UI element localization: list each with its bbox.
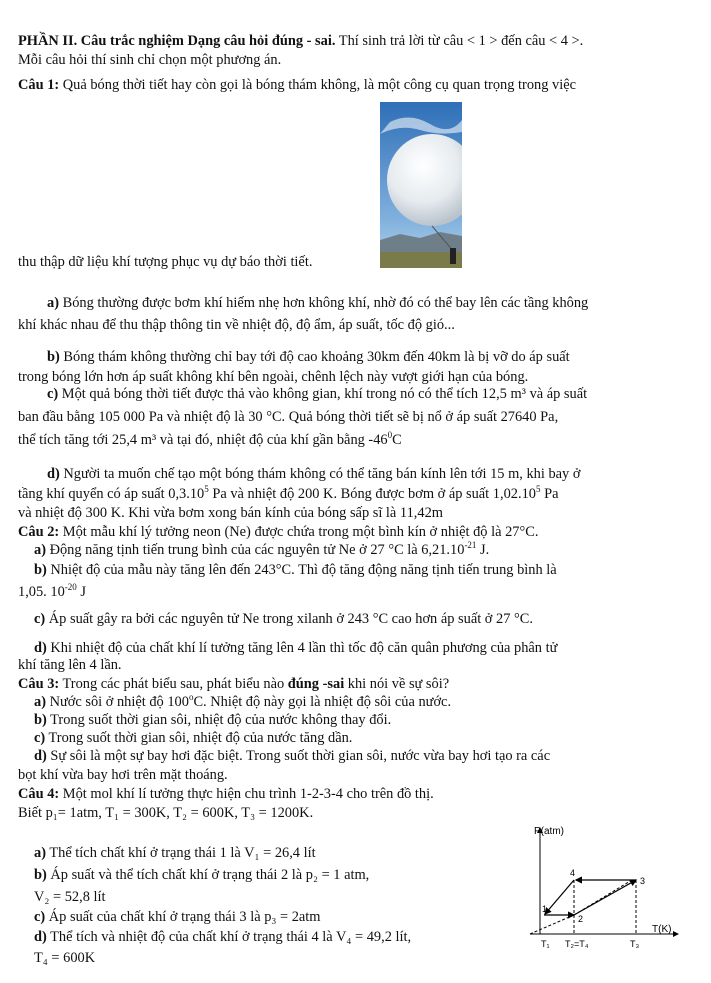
option-label: c): [47, 386, 59, 402]
tick-t2-t4: T₂=T₄: [565, 939, 589, 949]
q1-c-cont: ban đầu bằng 105 000 Pa và nhiệt độ là 30 °C. Quả bóng thời tiết sẽ bị nổ ở áp suất 27640 Pa,: [18, 409, 559, 425]
q2-stem: Câu 2: Một mẫu khí lý tưởng neon (Ne) được chứa trong một bình kín ở nhiệt độ là 27°C.: [18, 524, 539, 540]
q2-d-cont: khí tăng lên 4 lần.: [18, 657, 122, 673]
q4-a: a) Thể tích chất khí ở trạng thái 1 là V₁ = 26,4 lít: [34, 845, 316, 861]
option-label: a): [34, 845, 46, 861]
tick-t1: T₁: [541, 939, 550, 949]
q4-stem: Câu 4: Một mol khí lí tưởng thực hiện chu trình 1-2-3-4 cho trên đồ thị.: [18, 786, 434, 802]
q3-a: a) Nước sôi ở nhiệt độ 100$^o$C. Nhiệt độ này gọi là nhiệt độ sôi của nước.: [34, 692, 452, 710]
q1-stem-text: Quả bóng thời tiết hay còn gọi là bóng thám không, là một công cụ quan trọng trong việc: [59, 77, 576, 93]
pt-cycle-diagram: [520, 822, 690, 952]
q2-d: d) Khi nhiệt độ của chất khí lí tưởng tăng lên 4 lần thì tốc độ căn quân phương của phân tử: [34, 640, 558, 656]
weather-balloon-image: [380, 102, 462, 268]
q1-d-cont2: và nhiệt độ 300 K. Khi vừa bơm xong bán kính của bóng sấp sĩ là 11,42m: [18, 505, 443, 521]
q2-label: Câu 2:: [18, 524, 60, 540]
q3-label: Câu 3:: [18, 676, 60, 692]
q4-c: c) Áp suất của chất khí ở trạng thái 3 là p₃ = 2atm: [34, 909, 321, 925]
x-axis-label: T(K): [652, 924, 672, 935]
q4-label: Câu 4:: [18, 786, 60, 802]
option-label: d): [47, 466, 60, 482]
q3-stem: Câu 3: Trong các phát biểu sau, phát biểu nào đúng -sai khi nói về sự sôi?: [18, 676, 450, 692]
q1-a-cont: khí khác nhau để thu thập thông tin về nhiệt độ, độ ẩm, áp suất, tốc độ gió...: [18, 317, 455, 333]
state-4-label: 4: [570, 868, 576, 878]
option-label: b): [34, 867, 47, 883]
q4-b: b) Áp suất và thể tích chất khí ở trạng thái 2 là p₂ = 1 atm,: [34, 867, 370, 883]
q4-d-cont: T₄ = 600K: [34, 950, 96, 966]
q2-b: b) Nhiệt độ của mẫu này tăng lên đến 243°C. Thì độ tăng động năng tịnh tiến trung bình là: [34, 562, 557, 578]
option-label: c): [34, 611, 46, 627]
option-label: c): [34, 730, 46, 746]
q1-label: Câu 1:: [18, 77, 60, 93]
q2-a: a) Động năng tịnh tiến trung bình của các nguyên tử Ne ở 27 °C là $6,21.10^{-21}$ J.: [34, 540, 490, 558]
option-label: d): [34, 748, 47, 764]
q3-d-cont: bọt khí vừa bay hơi trên mặt thoáng.: [18, 767, 228, 783]
option-label: c): [34, 909, 46, 925]
option-text: Người ta muốn chế tạo một bóng thám không có thể tăng bán kính lên tới 15 m, khi bay ở: [59, 466, 581, 482]
q1-d-cont: tầng khí quyển có áp suất 0,3.10$^5$ Pa và nhiệt độ 200 K. Bóng được bơm ở áp suất 1,02.10$^5$ Pa: [18, 484, 559, 502]
option-label: a): [47, 295, 59, 311]
q4-given: Biết p₁= 1atm, T₁ = 300K, T₂ = 600K, T₃ = 1200K.: [18, 805, 314, 821]
option-label: b): [34, 712, 47, 728]
state-3-label: 3: [640, 876, 646, 886]
q4-d: d) Thể tích và nhiệt độ của chất khí ở trạng thái 4 là V₄ = 49,2 lít,: [34, 929, 412, 945]
option-label: b): [34, 562, 47, 578]
q2-b-cont: 1,05. $10^{-20}$ J: [18, 582, 86, 600]
q1-c-cont2: thể tích tăng tới 25,4 m³ và tại đó, nhiệt độ của khí gần bằng $-46^0C$: [18, 430, 402, 448]
option-label: d): [34, 640, 47, 656]
process-2-3: [574, 880, 636, 915]
section-instruction: Thí sinh trả lời từ câu < 1 > đến câu < 4 >.: [335, 33, 584, 49]
option-label: a): [34, 542, 46, 558]
q1-stem-cont: thu thập dữ liệu khí tượng phục vụ dự báo thời tiết.: [18, 254, 313, 270]
q3-d: d) Sự sôi là một sự bay hơi đặc biệt. Trong suốt thời gian sôi, nước vừa bay hơi tạo ra các: [34, 748, 551, 764]
state-1-label: 1: [542, 904, 548, 914]
q1-d: [47, 465, 580, 483]
q2-c: c) Áp suất gây ra bởi các nguyên tử Ne trong xilanh ở 243 °C cao hơn áp suất ở 27 °C.: [34, 611, 533, 627]
q1-b-cont: trong bóng lớn hơn áp suất không khí bên ngoài, chênh lệch này vượt giới hạn của bóng.: [18, 369, 529, 385]
option-label: b): [47, 349, 60, 365]
option-text: Bóng thường được bơm khí hiếm nhẹ hơn không khí, nhờ đó có thể bay lên các tầng không: [59, 295, 589, 311]
q3-c: c) Trong suốt thời gian sôi, nhiệt độ của nước tăng dần.: [34, 730, 353, 746]
y-axis-label: P(atm): [534, 826, 564, 837]
q1-b: [47, 348, 570, 366]
q1-a: [47, 294, 588, 312]
process-4-1: [545, 880, 574, 914]
q1-stem: [18, 76, 576, 94]
state-2-label: 2: [578, 914, 584, 924]
q4-b-cont: V₂ = 52,8 lít: [34, 889, 106, 905]
option-text: Một quả bóng thời tiết được thả vào không gian, khí trong nó có thể tích 12,5 m³ và áp suất: [58, 386, 588, 402]
tick-t3: T₃: [630, 939, 640, 949]
q1-c: [47, 385, 587, 403]
option-label: a): [34, 694, 46, 710]
option-text: Bóng thám không thường chỉ bay tới độ cao khoảng 30km đến 40km là bị vỡ do áp suất: [59, 349, 570, 365]
section-title: PHẦN II. Câu trắc nghiệm Dạng câu hỏi đúng - sai.: [18, 33, 336, 49]
option-label: d): [34, 929, 47, 945]
q3-b: b) Trong suốt thời gian sôi, nhiệt độ của nước không thay đổi.: [34, 712, 392, 728]
section-note: Mỗi câu hỏi thí sinh chỉ chọn một phương án.: [18, 52, 282, 68]
section-header: [18, 32, 583, 50]
